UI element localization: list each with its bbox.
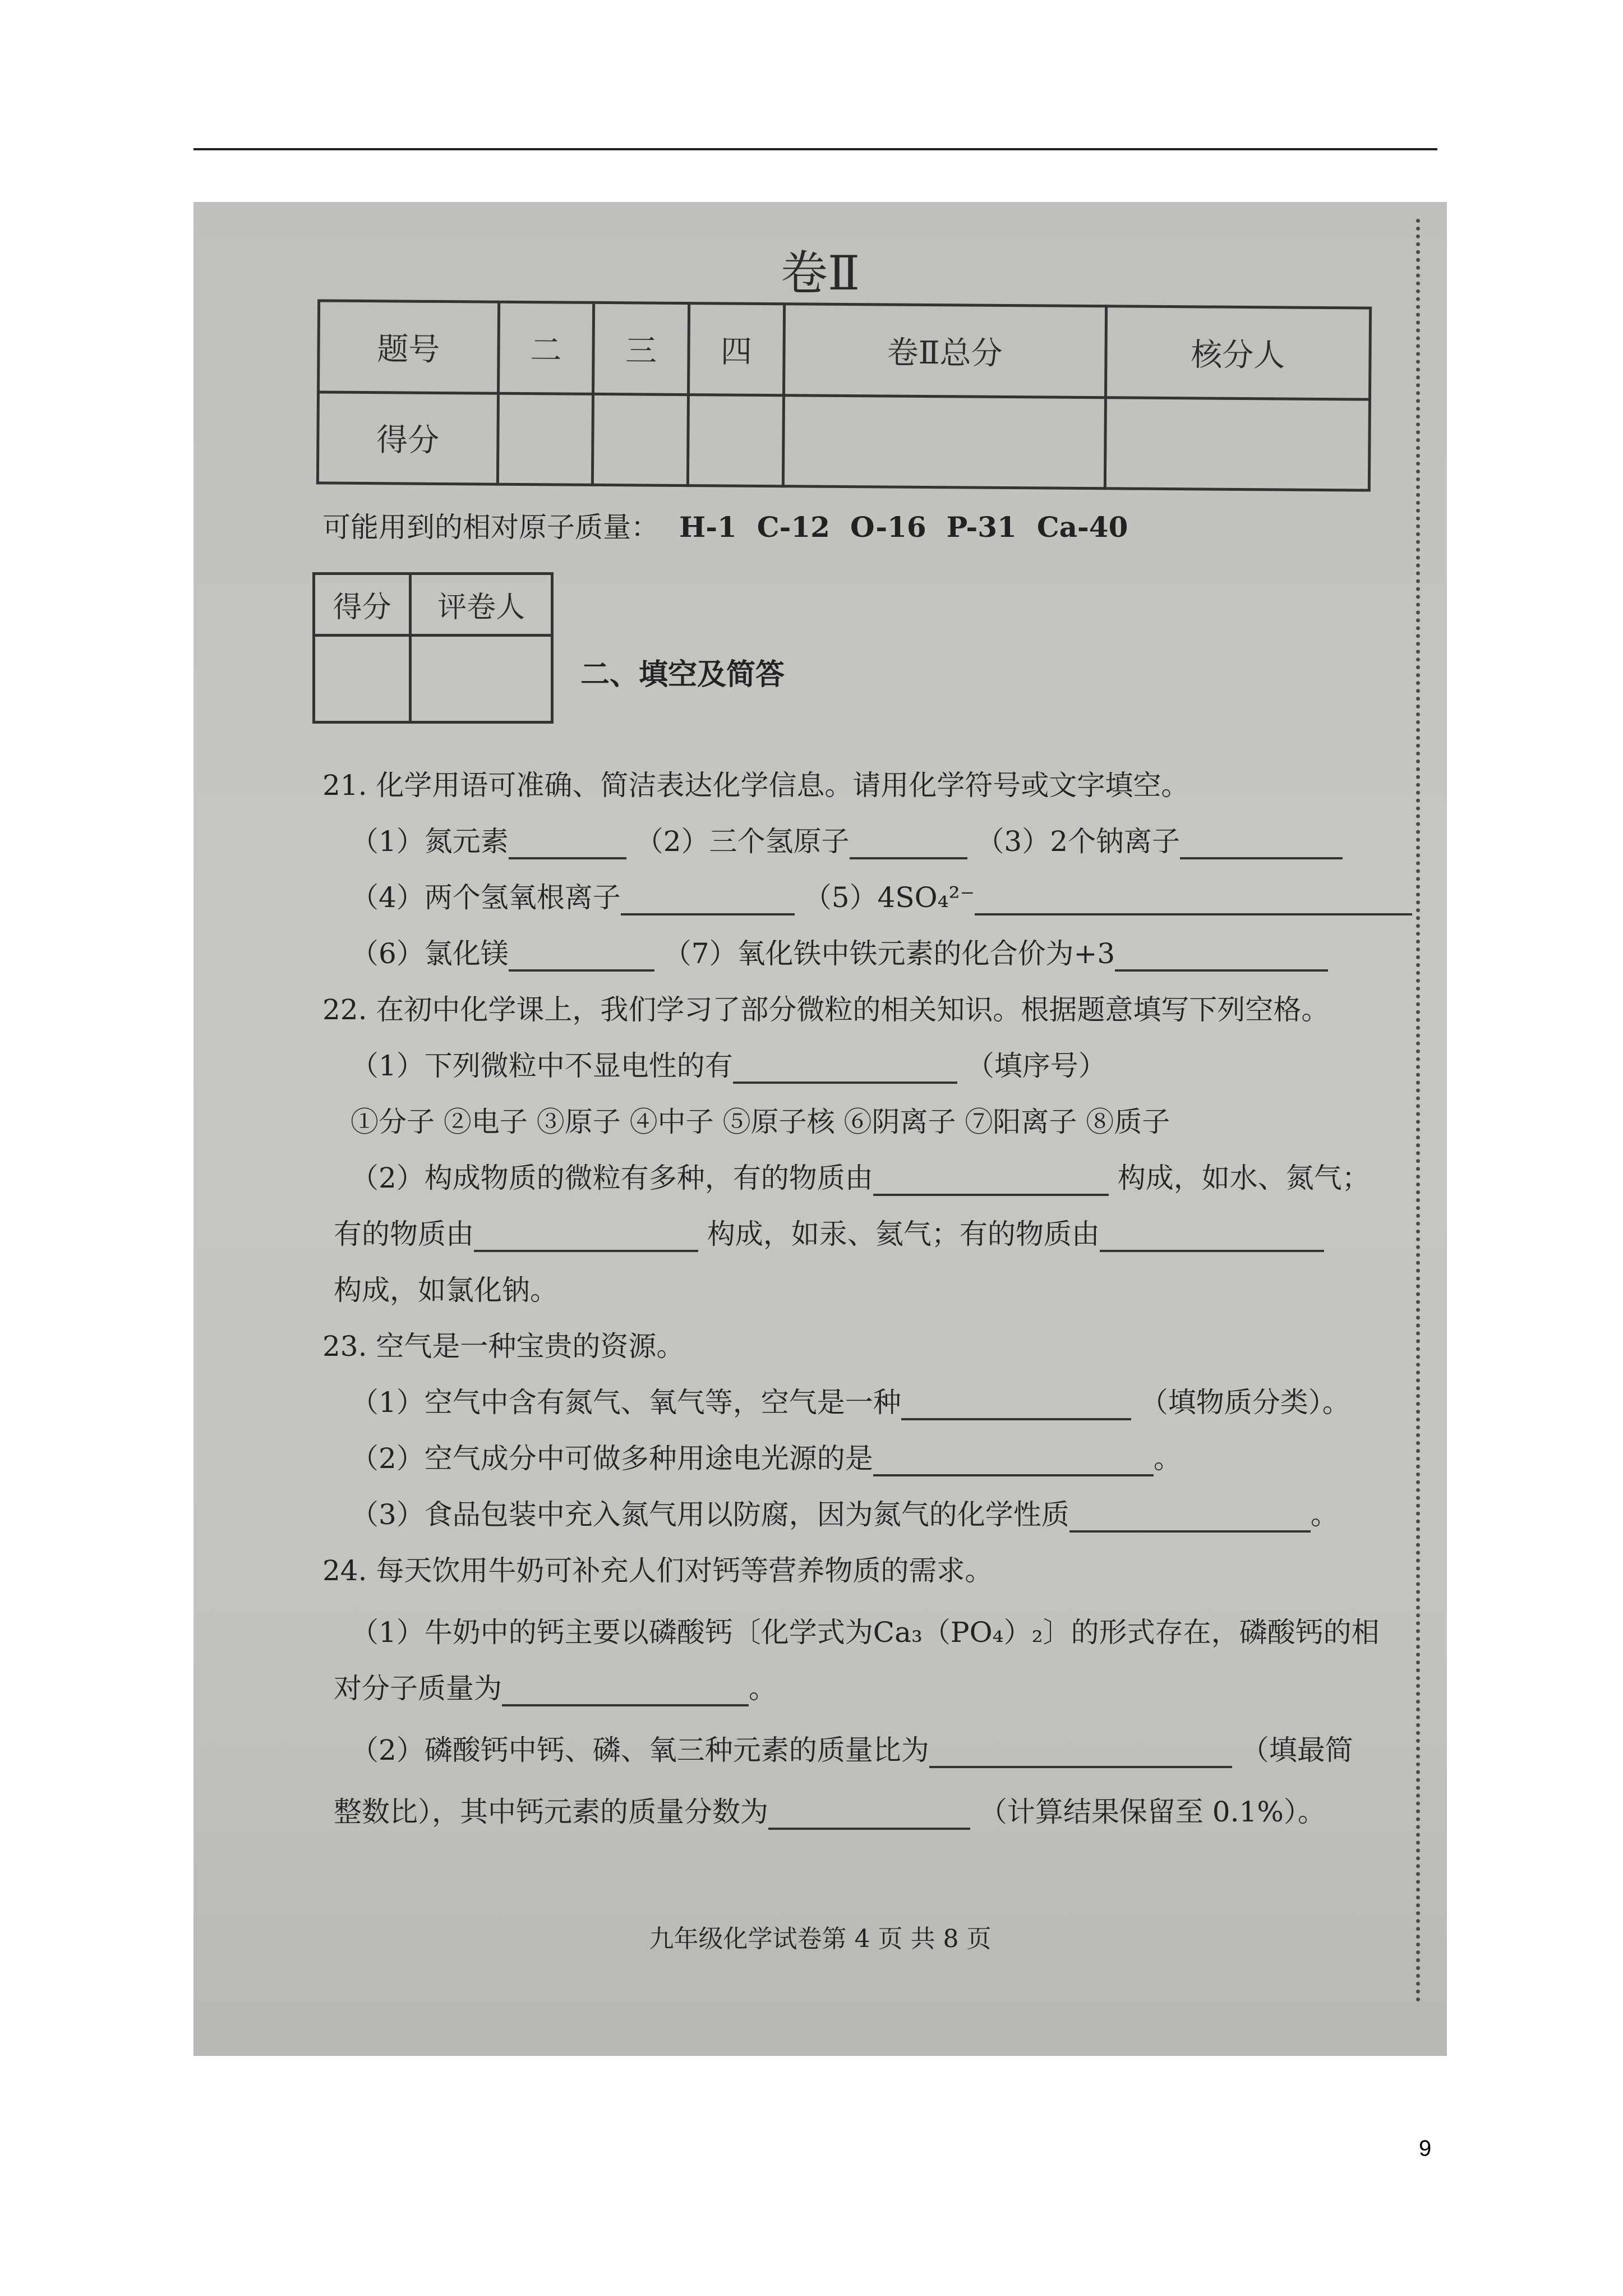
atomic-mass-item: P-31 bbox=[946, 510, 1017, 544]
paper-title: 卷Ⅱ bbox=[780, 246, 860, 301]
score-cell bbox=[593, 394, 689, 486]
atomic-mass-label: 可能用到的相对原子质量： bbox=[322, 511, 659, 544]
score-cell bbox=[783, 395, 1105, 489]
question-24: 24. 每天饮用牛奶可补充人们对钙等营养物质的需求。 bbox=[322, 1554, 993, 1587]
score-table bbox=[316, 299, 1372, 491]
score-row-label: 得分 bbox=[317, 392, 498, 484]
q23-line-2: （2）空气成分中可做多种用途电光源的是 。 bbox=[351, 1436, 1182, 1476]
atomic-mass-item: Ca-40 bbox=[1036, 510, 1128, 544]
question-22: 22. 在初中化学课上，我们学习了部分微粒的相关知识。根据题意填写下列空格。 bbox=[322, 993, 1330, 1026]
header-rule bbox=[193, 148, 1437, 150]
grader-name-label: 评卷人 bbox=[411, 574, 552, 636]
atomic-mass-item: H-1 bbox=[679, 510, 737, 544]
q22-line-3: 有的物质由 构成，如汞、氦气；有的物质由 bbox=[334, 1212, 1324, 1252]
q21-line-1: （1）氮元素 （2）三个氢原子 （3）2个钠离子 bbox=[351, 819, 1343, 859]
page-number: 9 bbox=[1419, 2136, 1432, 2161]
score-table-header: 卷Ⅱ总分 bbox=[783, 304, 1106, 398]
score-table-header: 三 bbox=[593, 302, 689, 394]
q23-line-1: （1）空气中含有氮气、氧气等，空气是一种 （填物质分类）。 bbox=[351, 1380, 1350, 1420]
q21-line-2: （4）两个氢氧根离子 （5）4SO₄²⁻ bbox=[351, 875, 1412, 915]
q24-line-4: 整数比），其中钙元素的质量分数为 （计算结果保留至 0.1%）。 bbox=[334, 1789, 1326, 1830]
grader-box bbox=[312, 572, 554, 724]
q22-line-2: （2）构成物质的微粒有多种，有的物质由 构成，如水、氮气； bbox=[351, 1156, 1370, 1196]
grader-name-cell bbox=[411, 636, 552, 723]
score-table-header: 核分人 bbox=[1105, 306, 1371, 399]
paper-footer: 九年级化学试卷第 4 页 共 8 页 bbox=[649, 1925, 992, 1953]
question-23: 23. 空气是一种宝贵的资源。 bbox=[322, 1330, 685, 1363]
score-cell bbox=[497, 393, 593, 485]
section-title: 二、填空及简答 bbox=[580, 657, 785, 692]
score-table-header: 题号 bbox=[319, 301, 499, 393]
q24-line-2: 对分子质量为 。 bbox=[334, 1666, 777, 1706]
q24-line-1: （1）牛奶中的钙主要以磷酸钙〔化学式为Ca₃（PO₄）₂〕的形式存在，磷酸钙的相 bbox=[351, 1616, 1380, 1649]
atomic-mass-item: O-16 bbox=[850, 510, 926, 544]
q22-line-4: 构成，如氯化钠。 bbox=[334, 1274, 558, 1306]
binding-dotted-line bbox=[1416, 219, 1420, 2003]
score-table-header: 二 bbox=[498, 302, 594, 394]
q22-line-1: （1）下列微粒中不显电性的有 （填序号） bbox=[351, 1043, 1106, 1084]
grader-score-label: 得分 bbox=[314, 574, 411, 636]
atomic-mass-item: C-12 bbox=[757, 510, 830, 544]
atomic-mass-line bbox=[322, 505, 1128, 545]
q22-options: ①分子 ②电子 ③原子 ④中子 ⑤原子核 ⑥阴离子 ⑦阳离子 ⑧质子 bbox=[351, 1106, 1170, 1138]
score-cell bbox=[688, 394, 783, 486]
q21-line-3: （6）氯化镁 （7）氧化铁中铁元素的化合价为+3 bbox=[351, 931, 1328, 972]
exam-page-photo bbox=[193, 202, 1447, 2056]
q24-line-3: （2）磷酸钙中钙、磷、氧三种元素的质量比为 （填最简 bbox=[351, 1728, 1353, 1768]
score-table-header: 四 bbox=[688, 303, 784, 395]
grader-score-cell bbox=[314, 636, 411, 723]
q23-line-3: （3）食品包装中充入氮气用以防腐，因为氮气的化学性质 。 bbox=[351, 1492, 1339, 1533]
score-cell bbox=[1105, 397, 1370, 490]
question-21: 21. 化学用语可准确、简洁表达化学信息。请用化学符号或文字填空。 bbox=[322, 769, 1189, 802]
